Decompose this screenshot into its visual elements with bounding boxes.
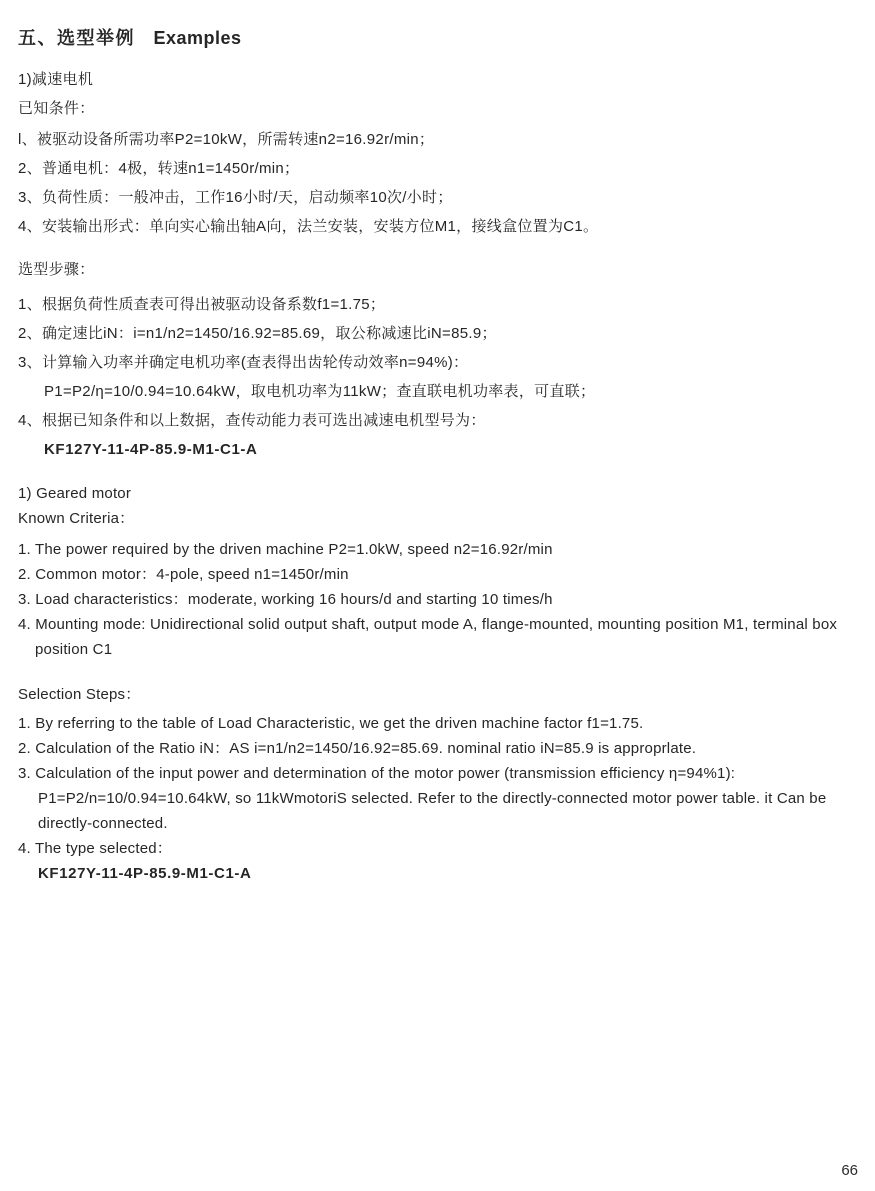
known-item-zh: 2、普通电机：4极，转速n1=1450r/min； (18, 160, 300, 177)
section-subtitle-en: 1) Geared motor (18, 485, 132, 502)
page-title (18, 26, 859, 50)
page-number: 66 (841, 1162, 858, 1179)
selected-model-code-en: KF127Y-11-4P-85.9-M1-C1-A (38, 865, 252, 882)
chinese-section (18, 65, 859, 464)
step-item-en: 1. By referring to the table of Load Characteristic, we get the driven machine factor f1=1.75. (18, 715, 644, 732)
known-criteria-label-zh: 已知条件： (18, 100, 95, 117)
selected-model-code-zh: KF127Y-11-4P-85.9-M1-C1-A (44, 441, 258, 458)
step-item-en: 2. Calculation of the Ratio iN：AS i=n1/n2=1450/16.92=85.69. nominal ratio iN=85.9 is approprlate. (18, 740, 697, 757)
known-item-en: 2. Common motor：4-pole, speed n1=1450r/min (18, 566, 349, 583)
english-section (18, 481, 859, 886)
page-title-chinese: 五、选型举例 (18, 28, 135, 48)
selection-steps-list-en (18, 711, 859, 886)
step-item-en: 3. Calculation of the input power and determination of the motor power (transmission efficiency η=94%1): (18, 765, 736, 782)
page-title-english: Examples (153, 28, 242, 48)
step-formula-en: P1=P2/n=10/0.94=10.64kW, so 11kWmotoriS selected. Refer to the directly-connected motor power table. it Can be directly-connected. (38, 790, 827, 832)
step-item-zh: 3、计算输入功率并确定电机功率(查表得出齿轮传动效率n=94%)： (18, 354, 469, 371)
step-item-zh: 4、根据已知条件和以上数据，查传动能力表可选出减速电机型号为： (18, 412, 486, 429)
known-item-en: 4. Mounting mode: Unidirectional solid output shaft, output mode A, flange-mounted, mounting position M1, terminal box position C1 (18, 616, 838, 658)
step-formula-zh: P1=P2/η=10/0.94=10.64kW，取电机功率为11kW；查直联电机功率表，可直联； (44, 383, 596, 400)
known-item-zh: l、被驱动设备所需功率P2=10kW，所需转速n2=16.92r/min； (18, 131, 435, 148)
known-criteria-list-en (18, 537, 859, 662)
known-item-en: 3. Load characteristics：moderate, working 16 hours/d and starting 10 times/h (18, 591, 553, 608)
step-item-zh: 2、确定速比iN：i=n1/n2=1450/16.92=85.69，取公称减速比iN=85.9； (18, 325, 497, 342)
known-item-zh: 3、负荷性质：一般冲击，工作16小时/天，启动频率10次/小时； (18, 189, 453, 206)
section-subtitle-zh: 1)减速电机 (18, 71, 94, 88)
selection-steps-list-zh (18, 290, 859, 464)
selection-steps-label-en: Selection Steps： (18, 686, 141, 703)
step-item-zh: 1、根据负荷性质查表可得出被驱动设备系数f1=1.75； (18, 296, 386, 313)
known-criteria-label-en: Known Criteria： (18, 510, 135, 527)
known-item-en: 1. The power required by the driven machine P2=1.0kW, speed n2=16.92r/min (18, 541, 553, 558)
known-criteria-list-zh (18, 125, 859, 241)
step-item-en: 4. The type selected： (18, 840, 173, 857)
known-item-zh: 4、安装输出形式：单向实心输出轴A向，法兰安装，安装方位M1，接线盒位置为C1。 (18, 218, 599, 235)
selection-steps-label-zh: 选型步骤： (18, 261, 95, 278)
